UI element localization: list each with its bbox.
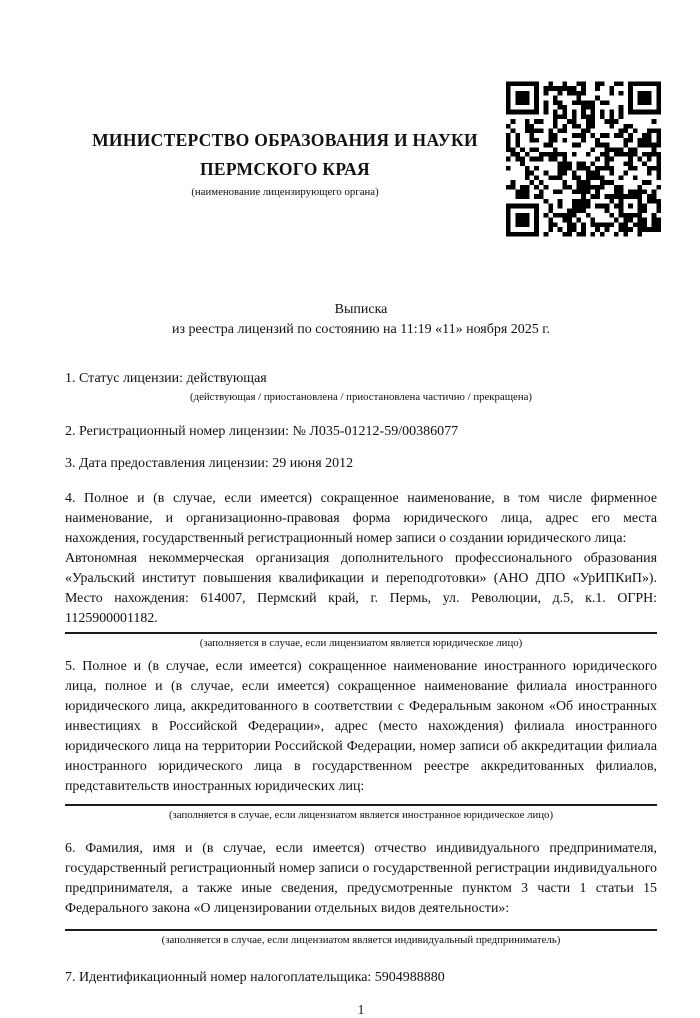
- legal-entity-question: 4. Полное и (в случае, если имеется) сокращенное наименование, в том числе фирменное наименование, и организационно-правовая форма юридического лица, адрес его места нахождения, государственный регистрационный номер записи о создании юридического лица:: [65, 491, 657, 546]
- foreign-entity-fill-line: [65, 804, 657, 806]
- field-individual-entrepreneur: [65, 839, 657, 947]
- taxpayer-number-label: 7. Идентификационный номер налогоплательщика:: [65, 970, 375, 985]
- license-status-line: [65, 369, 657, 388]
- individual-caption: (заполняется в случае, если лицензиатом является индивидуальный предприниматель): [161, 934, 561, 946]
- page-footer: [65, 1002, 657, 1018]
- taxpayer-number-value: 5904988880: [374, 970, 445, 985]
- registration-number-label: 2. Регистрационный номер лицензии:: [65, 424, 293, 439]
- legal-entity-answer: Автономная некоммерческая организация дополнительного профессионального образования «Уральский институт повышения квалификации и переподготовки» (АНО ДПО «УрИПКиП»). Место нахождения: 614007, Пермский край, г. Пермь, ул. Революции, д.5, к.1. ОГРН: 1125900001182.: [65, 551, 657, 626]
- license-status-value: действующая: [186, 371, 267, 386]
- letterhead-caption: (наименование лицензирующего органа): [191, 186, 379, 198]
- individual-question: 6. Фамилия, имя и (в случае, если имеется) отчество индивидуального предпринимателя, государственный регистрационный номер записи о государственной регистрации индивидуального предпринимателя, а также иные сведения, предусмотренные пунктом 3 части 1 статьи 15 Федерального закона «О лицензировании отдельных видов деятельности»:: [65, 841, 657, 916]
- grant-date-line: [65, 454, 657, 473]
- field-foreign-entity: [65, 657, 657, 822]
- grant-date-value: 29 июня 2012: [272, 456, 354, 471]
- legal-entity-caption: (заполняется в случае, если лицензиатом является юридическое лицо): [199, 637, 523, 649]
- foreign-entity-caption: (заполняется в случае, если лицензиатом является иностранное юридическое лицо): [168, 809, 554, 821]
- registration-number-value: № Л035-01212-59/00386077: [292, 424, 459, 439]
- legal-entity-fill-line: [65, 632, 657, 634]
- ministry-line-1: МИНИСТЕРСТВО ОБРАЗОВАНИЯ И НАУКИ: [92, 130, 478, 150]
- field-grant-date: [65, 454, 657, 473]
- license-status-label: 1. Статус лицензии:: [65, 371, 187, 386]
- ministry-line-2: ПЕРМСКОГО КРАЯ: [200, 159, 370, 179]
- issuing-authority-name: [50, 126, 520, 184]
- field-legal-entity: [65, 489, 657, 650]
- field-license-status: [65, 369, 657, 404]
- individual-fill-line: [65, 929, 657, 931]
- letterhead: [65, 126, 657, 199]
- title-line-2: из реестра лицензий по состоянию на 11:19 «11» ноября 2025 г.: [172, 322, 550, 337]
- field-taxpayer-number: [65, 968, 657, 987]
- foreign-entity-question: 5. Полное и (в случае, если имеется) сокращенное наименование иностранного юридического лица, полное и (в случае, если имеется) сокращенное наименование филиала иностранного юридического лица, аккредитованного в соответствии с Федеральным законом «Об иностранных инвестициях в Российской Федерации», адрес (место нахождения) филиала иностранного юридического лица на территории Российской Федерации, номер записи об аккредитации филиала иностранного юридического лица в государственном реестре аккредитованных филиалов, представительств иностранных юридических лиц:: [65, 659, 657, 794]
- document-content: [65, 0, 657, 1018]
- document-title: [65, 300, 657, 340]
- page-number: 1: [357, 1002, 365, 1017]
- grant-date-label: 3. Дата предоставления лицензии:: [65, 456, 273, 471]
- registration-number-line: [65, 422, 657, 441]
- field-registration-number: [65, 422, 657, 441]
- taxpayer-number-line: [65, 968, 657, 987]
- title-line-1: Выписка: [334, 302, 388, 317]
- license-status-caption: (действующая / приостановлена / приостановлена частично / прекращена): [190, 391, 532, 403]
